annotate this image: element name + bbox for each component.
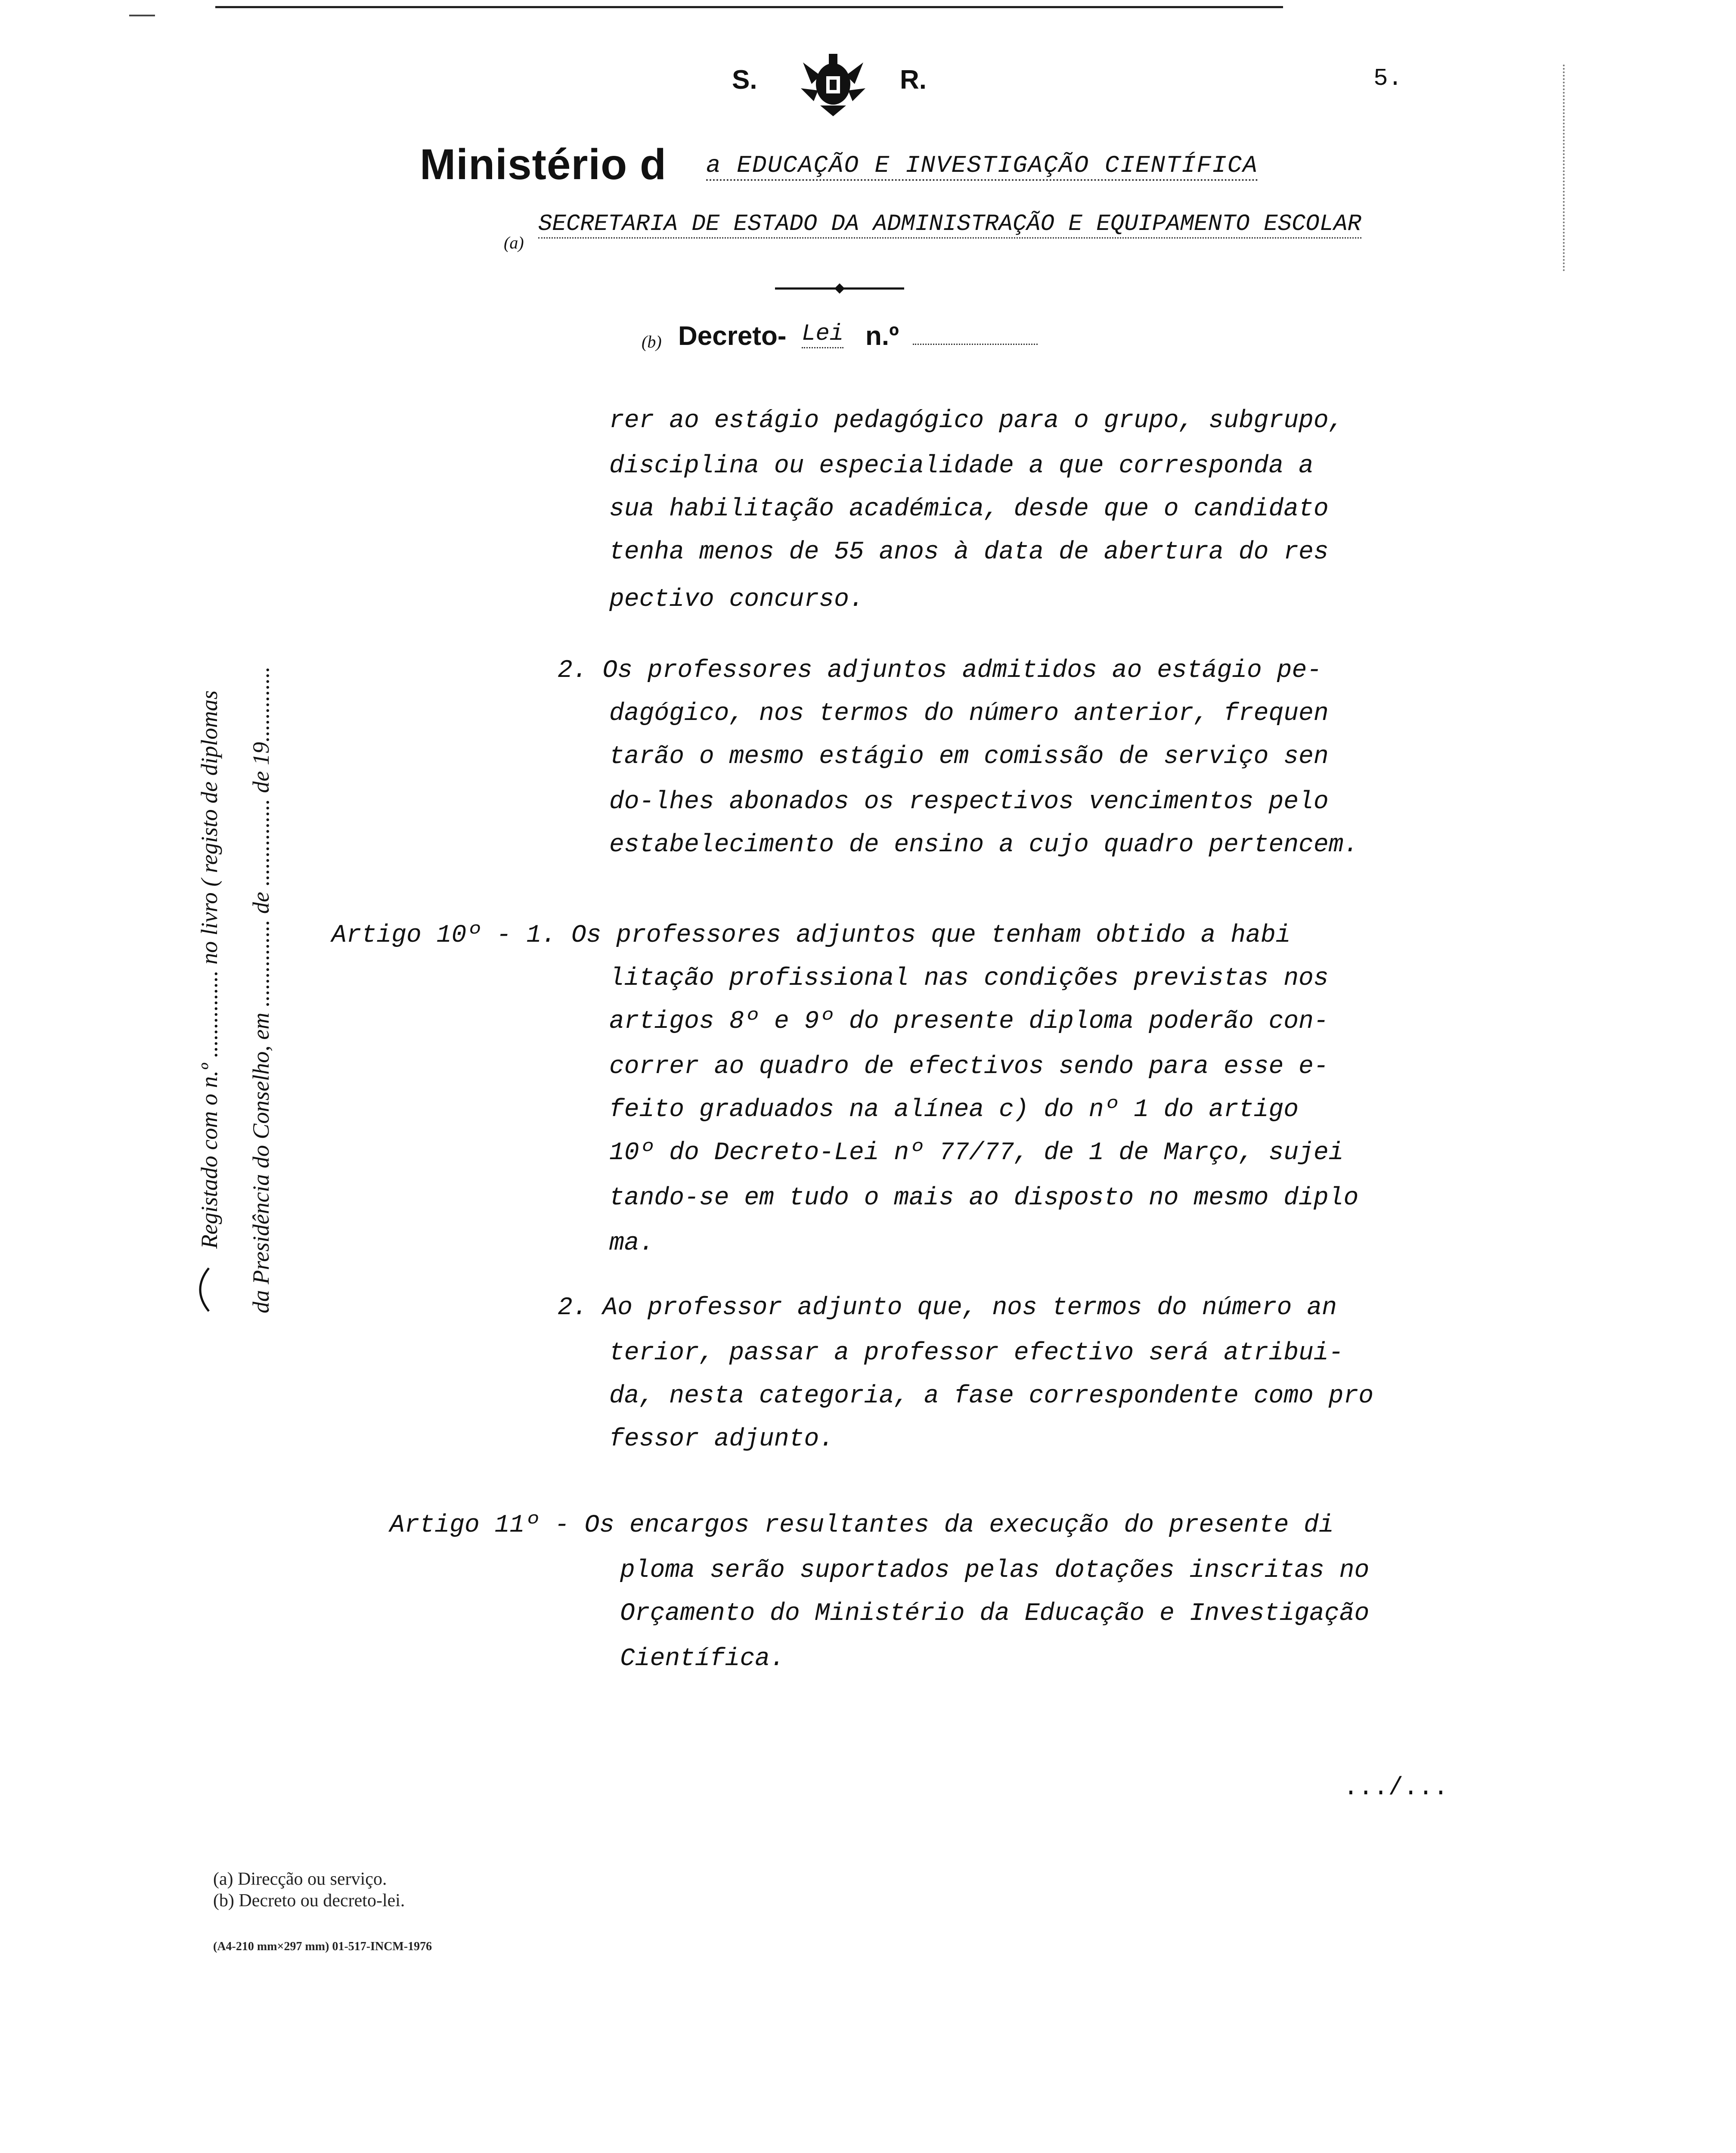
body-line: do-lhes abonados os respectivos vencimentos pelo [609,788,1329,816]
body-line: Artigo 10º - 1. Os professores adjuntos que tenham obtido a habi [332,921,1291,949]
body-line: artigos 8º e 9º do presente diploma poderão con- [609,1008,1329,1036]
form-code: (A4-210 mm×297 mm) 01-517-INCM-1976 [213,1940,432,1953]
body-line: 2. Os professores adjuntos admitidos ao estágio pe- [558,657,1322,685]
body-line: rer ao estágio pedagógico para o grupo, subgrupo, [609,407,1344,435]
body-line: da, nesta categoria, a fase correspondente como pro [609,1382,1374,1410]
body-line: correr ao quadro de efectivos sendo para esse e- [609,1053,1329,1081]
sidebar-presidencia-line: da Presidência do Conselho, em ............... de ............... de 19............. [248,666,274,1313]
header-r-letter: R. [900,65,927,95]
body-line: sua habilitação académica, desde que o candidato [609,495,1329,523]
footnote-b: (b) Decreto ou decreto-lei. [213,1891,405,1911]
body-line: Científica. [620,1645,785,1673]
secretaria-title: SECRETARIA DE ESTADO DA ADMINISTRAÇÃO E EQUIPAMENTO ESCOLAR [538,211,1361,239]
coat-of-arms-seal [794,50,872,118]
body-line: tando-se em tudo o mais ao disposto no mesmo diplo [609,1184,1359,1212]
body-line: terior, passar a professor efectivo será atribui- [609,1339,1344,1367]
body-line: fessor adjunto. [609,1425,834,1453]
body-line: Artigo 11º - Os encargos resultantes da execução do presente di [390,1511,1334,1539]
decreto-lei-word: Lei [802,321,843,348]
page-number: 5. [1373,65,1403,92]
body-line: feito graduados na alínea c) do nº 1 do artigo [609,1096,1299,1124]
header-s-letter: S. [732,65,757,95]
body-line: Orçamento do Ministério da Educação e Investigação [620,1600,1370,1628]
footnote-a: (a) Direcção ou serviço. [213,1869,387,1889]
footnote-mark-a: (a) [504,233,524,252]
decreto-label: Decreto- [678,321,787,351]
top-rule-short [129,15,155,16]
body-line: litação profissional nas condições previstas nos [609,965,1329,993]
body-line: pectivo concurso. [609,586,864,614]
body-line: ploma serão suportados pelas dotações inscritas no [620,1557,1370,1585]
decreto-number-label: n.º [865,321,899,351]
body-line: 10º do Decreto-Lei nº 77/77, de 1 de Março, sujei [609,1139,1344,1167]
body-line: tarão o mesmo estágio em comissão de serviço sen [609,743,1329,771]
body-line: ma. [609,1229,654,1257]
decreto-number-blank [913,344,1038,345]
body-line: disciplina ou especialidade a que corresponda a [609,452,1314,480]
body-line: tenha menos de 55 anos à data de abertura do res [609,538,1329,566]
margin-dotted-line [1563,65,1565,271]
ornamental-divider [775,280,904,297]
top-rule [215,6,1283,8]
ministry-name: a EDUCAÇÃO E INVESTIGAÇÃO CIENTÍFICA [706,152,1258,181]
body-line: 2. Ao professor adjunto que, nos termos do número an [558,1294,1337,1322]
body-line: dagógico, nos termos do número anterior, frequen [609,700,1329,728]
ministerio-label: Ministério d [420,140,667,189]
sidebar-registration-line: Registado com o n.º ............... no livro ( registo de diplomas [196,690,222,1249]
sidebar-bracket [187,1266,213,1313]
footnote-mark-b: (b) [642,332,662,351]
body-line: estabelecimento de ensino a cujo quadro pertencem. [609,831,1359,859]
continuation-mark: .../... [1343,1774,1448,1802]
